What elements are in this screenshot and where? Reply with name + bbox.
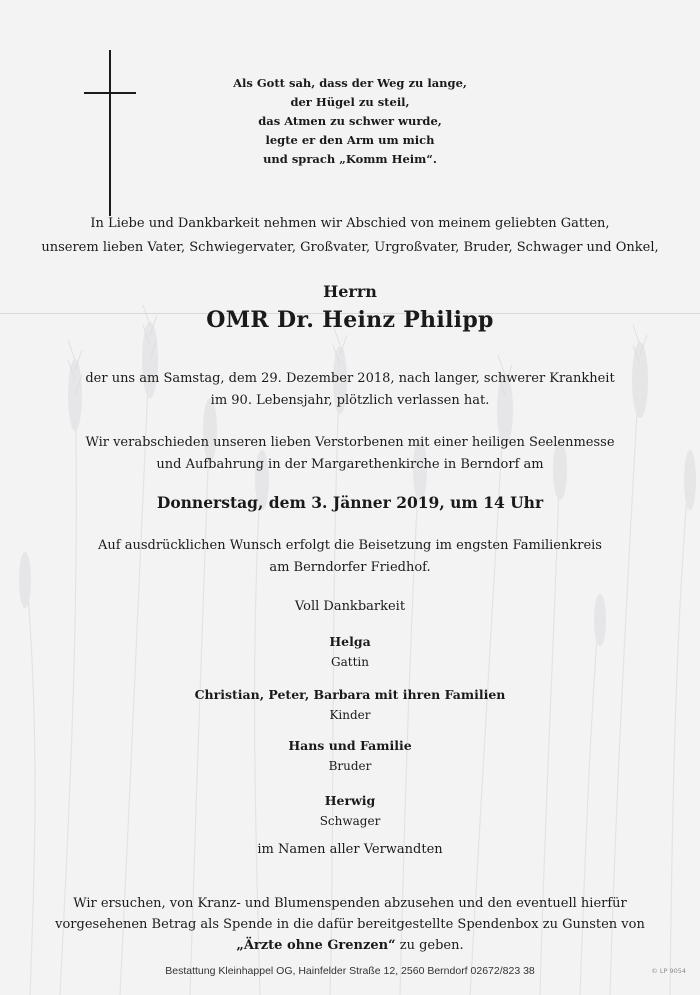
- closing-phrase: Voll Dankbarkeit: [294, 599, 406, 614]
- funeral-home-footer: Bestattung Kleinhappel OG, Hainfelder Straße 12, 2560 Berndorf 02672/823 38: [165, 965, 535, 977]
- relative-name: Christian, Peter, Barbara mit ihren Familien: [194, 687, 506, 702]
- on-behalf-text: im Namen aller Verwandten: [257, 842, 443, 857]
- burial-notice: [0, 535, 700, 579]
- relative-name: Herwig: [324, 793, 376, 808]
- intro-line: unserem lieben Vater, Schwiegervater, Großvater, Urgroßvater, Bruder, Schwager und Onkel,: [41, 240, 659, 255]
- service-line: Wir verabschieden unseren lieben Verstorbenen mit einer heiligen Seelenmesse: [85, 435, 615, 450]
- service-line: und Aufbahrung in der Margarethenkirche in Berndorf am: [156, 457, 544, 472]
- charity-name: „Ärzte ohne Grenzen“: [236, 938, 396, 953]
- relative-name: Hans und Familie: [288, 738, 412, 753]
- request-line: Wir ersuchen, von Kranz- und Blumenspenden abzusehen und den eventuell hierfür: [73, 896, 627, 911]
- salutation: Herrn: [323, 282, 377, 301]
- print-code: © LP 9054: [651, 967, 686, 975]
- poem-line: und sprach „Komm Heim“.: [263, 152, 437, 166]
- relative-relation: Gattin: [331, 655, 369, 669]
- intro-text: [0, 212, 700, 260]
- request-line: vorgesehenen Betrag als Spende in die dafür bereitgestellte Spendenbox zu Gunsten von: [55, 917, 645, 932]
- request-line: [0, 935, 700, 956]
- intro-line: In Liebe und Dankbarkeit nehmen wir Abschied von meinem geliebten Gatten,: [90, 216, 610, 231]
- service-date: Donnerstag, dem 3. Jänner 2019, um 14 Uhr: [156, 493, 544, 512]
- burial-line: Auf ausdrücklichen Wunsch erfolgt die Beisetzung im engsten Familienkreis: [98, 538, 602, 553]
- death-notice: [0, 368, 700, 412]
- death-line: im 90. Lebensjahr, plötzlich verlassen hat.: [210, 393, 490, 408]
- relative-relation: Bruder: [328, 759, 372, 773]
- deceased-name: OMR Dr. Heinz Philipp: [206, 307, 494, 333]
- poem-line: legte er den Arm um mich: [265, 133, 435, 147]
- poem-line: der Hügel zu steil,: [290, 95, 410, 109]
- relative-entry: [0, 736, 700, 776]
- relative-entry: [0, 791, 700, 831]
- poem-line: Als Gott sah, dass der Weg zu lange,: [233, 76, 467, 90]
- relative-name: Helga: [329, 634, 371, 649]
- relative-entry: [0, 685, 700, 725]
- service-notice: [0, 432, 700, 476]
- request-suffix: zu geben.: [395, 938, 464, 953]
- death-line: der uns am Samstag, dem 29. Dezember 2018, nach langer, schwerer Krankheit: [85, 371, 615, 386]
- donation-request: [0, 893, 700, 956]
- burial-line: am Berndorfer Friedhof.: [269, 560, 431, 575]
- poem-line: das Atmen zu schwer wurde,: [258, 114, 442, 128]
- relative-relation: Kinder: [329, 708, 371, 722]
- relative-relation: Schwager: [319, 814, 381, 828]
- relative-entry: [0, 632, 700, 672]
- poem: [0, 74, 700, 169]
